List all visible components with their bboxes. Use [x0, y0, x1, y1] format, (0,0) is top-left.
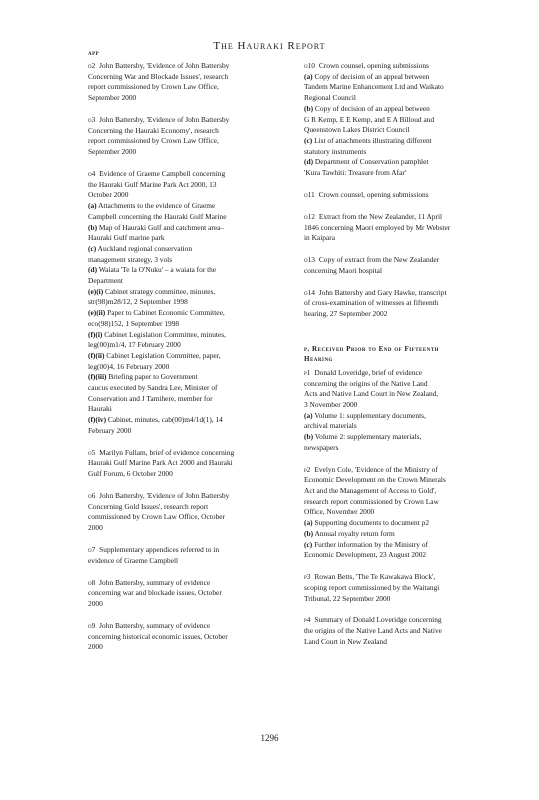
entry-text-line: 2000 [88, 523, 103, 533]
entry-text-line: Concerning Gold Issues', research report [88, 501, 209, 511]
entry-sub-item [304, 443, 502, 454]
entry-sub-item [304, 518, 502, 529]
sub-item-text: Supporting documents to document p2 [314, 518, 430, 528]
sub-item-marker: (c) [304, 135, 313, 145]
entry-code: o6 [88, 491, 96, 501]
entry-text-line: Concerning the Hauraki Economy', research [88, 125, 219, 135]
document-entry [304, 465, 502, 561]
sub-item-text: Map of Hauraki Gulf and catchment area– [98, 222, 225, 232]
sub-item-marker: (e)(i) [88, 286, 104, 296]
entry-text-line: the origins of the Native Land Acts and Native [304, 626, 442, 636]
entry-sub-item [304, 550, 502, 561]
entry-sub-item [88, 276, 279, 287]
section-p-heading [304, 344, 502, 365]
sub-item-marker: (d) [88, 265, 98, 275]
sub-item-marker: (f)(iii) [88, 372, 107, 382]
sub-item-text: management strategy, 3 vols [88, 254, 173, 264]
sub-item-marker: (b) [88, 222, 98, 232]
entry-sub-item [304, 540, 502, 551]
entry-text-line: John Battersby, summary of evidence [99, 620, 211, 630]
sub-item-marker: (d) [304, 157, 314, 167]
entry-sub-item [88, 340, 279, 351]
document-entry [88, 448, 279, 480]
document-entry [304, 255, 502, 276]
sub-item-text: caucus executed by Sandra Lee, Minister of [88, 383, 218, 393]
entry-sub-item [88, 394, 279, 405]
entry-sub-item [304, 125, 502, 136]
sub-item-text: Cabinet Legislation Committee, minutes, [104, 329, 226, 339]
entry-sub-item [88, 362, 279, 373]
document-entry [88, 169, 279, 437]
entry-text-line: Supplementary appendices referred to in [99, 545, 220, 555]
entry-code: o3 [88, 115, 96, 124]
sub-item-marker: (a) [88, 201, 97, 211]
entry-sub-item [304, 432, 502, 443]
entry-code: o14 [304, 287, 316, 297]
sub-item-marker: (e)(ii) [88, 308, 106, 318]
entry-sub-item [88, 265, 279, 276]
entry-code: o8 [88, 577, 96, 587]
document-entry [304, 368, 502, 454]
entry-text-line: Concerning War and Blockade Issues', research [88, 71, 229, 81]
entry-sub-item [304, 104, 502, 115]
document-entry [304, 61, 502, 179]
sub-item-text: Briefing paper to Government [108, 372, 198, 382]
page-number: 1296 [260, 733, 279, 743]
entry-sub-item [88, 404, 279, 415]
entry-text-line: concerning Maori hospital [304, 265, 382, 275]
sub-item-text: G R Kemp, E E Kemp, and E A Billoud and [304, 114, 435, 124]
document-entry [304, 288, 502, 320]
entry-text-line: commissioned by Crown Law Office, October [88, 512, 225, 522]
sub-item-text: Copy of decision of an appeal between [314, 71, 430, 81]
entry-text-line: Evelyn Cole, 'Evidence of the Ministry of [314, 464, 438, 474]
sub-item-text: Copy of decision of an appeal between [314, 103, 430, 113]
entry-sub-item [88, 201, 279, 212]
entry-sub-item [88, 287, 279, 298]
sub-item-text: Tandem Marine Enhancement Ltd and Waikato [304, 82, 444, 92]
entry-code: o5 [88, 447, 96, 457]
sub-item-text: Department [88, 276, 123, 286]
entry-code: o9 [88, 620, 96, 630]
entry-text-line: John Battersby, 'Evidence of John Battersby [99, 115, 230, 124]
entry-text-line: 1846 concerning Maori employed by Mr Webster [304, 222, 451, 232]
sub-item-marker: (a) [304, 518, 313, 528]
entry-text-line: Donald Loveridge, brief of evidence [314, 367, 423, 377]
entry-sub-item [88, 330, 279, 341]
sub-item-marker: (f)(ii) [88, 350, 105, 360]
entry-text-line: the Hauraki Gulf Marine Park Act 2000, 13 [88, 179, 217, 189]
entry-text-line: Evidence of Graeme Campbell concerning [99, 169, 226, 178]
entry-text-line: Summary of Donald Loveridge concerning [314, 615, 442, 625]
entry-sub-item [88, 255, 279, 266]
entry-code: o10 [304, 61, 316, 70]
entry-sub-item [88, 308, 279, 319]
right-column-entries [304, 61, 502, 320]
sub-item-marker: (c) [304, 539, 313, 549]
entry-text-line: Gulf Forum, 6 October 2000 [88, 469, 173, 479]
section-p-entries [304, 368, 502, 648]
entry-sub-item [304, 411, 502, 422]
document-entry [304, 572, 502, 604]
document-entry [304, 615, 502, 647]
sub-item-marker: (b) [304, 528, 314, 538]
sub-item-text: statutory instruments [304, 146, 367, 156]
entry-text-line: evidence of Graeme Campbell [88, 555, 179, 565]
sub-item-text: Cabinet, minutes, cab(00)m4/1d(1), 14 [107, 415, 223, 425]
entry-text-line: Crown counsel, opening submissions [318, 189, 429, 199]
sub-item-text: Further information by the Ministry of [314, 539, 428, 549]
sub-item-text: List of attachments illustrating different [314, 135, 432, 145]
sub-item-text: Attachments to the evidence of Graeme [98, 201, 216, 211]
sub-item-text: Conservation and J Tamihere, member for [88, 393, 213, 403]
entry-text-line: research report commissioned by Crown Law [304, 496, 439, 506]
entry-text-line: scoping report commissioned by the Waitangi [304, 582, 440, 592]
sub-item-text: Department of Conservation pamphlet [314, 157, 429, 167]
document-entry [88, 491, 279, 534]
entry-text-line: Extract from the New Zealander, 11 April [318, 211, 443, 221]
left-column [88, 61, 279, 664]
sub-item-marker: (c) [88, 243, 97, 253]
entry-text-line: Copy of extract from the New Zealander [318, 255, 440, 265]
entry-text-line: hearing, 27 September 2002 [304, 309, 388, 319]
entry-sub-item [304, 136, 502, 147]
entry-code: o12 [304, 211, 316, 221]
document-entry [88, 115, 279, 158]
sub-item-text: leg(00)m1/4, 17 February 2000 [88, 340, 181, 350]
entry-sub-item [304, 72, 502, 83]
sub-item-marker: (b) [304, 103, 314, 113]
sub-item-text: 'Kura Tawhiti: Treasure from Afar' [304, 168, 407, 178]
entry-sub-item [88, 351, 279, 362]
entry-sub-item [304, 421, 502, 432]
sub-item-text: newspapers [304, 442, 339, 452]
entry-sub-item [304, 157, 502, 168]
document-entry [304, 212, 502, 244]
entry-sub-item [88, 223, 279, 234]
entry-text-line: Tribunal, 22 September 2000 [304, 593, 391, 603]
entry-text-line: September 2000 [88, 93, 137, 103]
entry-text-line: John Battersby, 'Evidence of John Battersby [99, 491, 230, 501]
sub-item-text: Volume 2: supplementary materials, [314, 432, 422, 442]
sub-item-text: Cabinet strategy committee, minutes, [105, 286, 216, 296]
sub-item-text: Waiata 'Te la O'Nuku' – a waiata for the [98, 265, 217, 275]
sub-item-text: archival materials [304, 421, 357, 431]
sub-item-marker: (a) [304, 71, 313, 81]
entry-text-line: Acts and Native Land Court in New Zealand, [304, 389, 439, 399]
entry-text-line: Crown counsel, opening submissions [318, 61, 429, 70]
running-title: The Hauraki Report [213, 40, 326, 52]
document-entry [304, 190, 502, 201]
entry-sub-item [304, 82, 502, 93]
entry-text-line: concerning the origins of the Native Land [304, 378, 428, 388]
entry-sub-item [304, 529, 502, 540]
entry-sub-item [88, 426, 279, 437]
section-code: app [88, 50, 100, 57]
entry-sub-item [88, 415, 279, 426]
entry-text-line: Marilyn Fullam, brief of evidence concerning [99, 447, 235, 457]
entry-text-line: concerning historical economic issues, October [88, 631, 228, 641]
entry-sub-item [304, 147, 502, 158]
entry-code: p2 [304, 464, 311, 474]
document-entry [88, 61, 279, 104]
sub-item-text: eco(98)152, 1 September 1998 [88, 318, 180, 328]
entry-sub-item [88, 244, 279, 255]
entry-text-line: 2000 [88, 599, 103, 609]
entry-text-line: Act and the Management of Access to Gold', [304, 486, 437, 496]
entry-code: p1 [304, 367, 311, 377]
sub-item-text: Annual royalty return form [314, 528, 395, 538]
sub-item-text: Campbell concerning the Hauraki Gulf Marine [88, 211, 227, 221]
sub-item-text: February 2000 [88, 425, 132, 435]
sub-item-marker: (f)(i) [88, 329, 103, 339]
sub-item-text: Queenstown Lakes District Council [304, 125, 410, 135]
entry-text-line: John Battersby, 'Evidence of John Battersby [99, 61, 230, 70]
sub-item-text: Auckland regional conservation [97, 243, 193, 253]
entry-sub-item [88, 383, 279, 394]
entry-code: o2 [88, 61, 96, 70]
document-entry [88, 621, 279, 653]
entry-text-line: John Battersby and Gary Hawke, transcript [318, 287, 447, 297]
entry-code: o11 [304, 189, 315, 199]
entry-sub-item [88, 319, 279, 330]
sub-item-text: str(98)m28/12, 2 September 1998 [88, 297, 188, 307]
entry-text-line: Rowan Betts, 'The Te Kawakawa Block', [314, 572, 436, 582]
section-p-heading-line: Hearing [304, 355, 333, 364]
sub-item-marker: (a) [304, 410, 313, 420]
entry-text-line: Land Court in New Zealand [304, 636, 387, 646]
entry-sub-item [88, 297, 279, 308]
sub-item-text: Hauraki Gulf marine park [88, 233, 165, 243]
document-entry [88, 545, 279, 566]
entry-text-line: of cross-examination of witnesses at fifteenth [304, 298, 439, 308]
entry-text-line: in Kaipara [304, 233, 335, 243]
sub-item-text: Cabinet Legislation Committee, paper, [106, 350, 221, 360]
sub-item-marker: (b) [304, 432, 314, 442]
right-column [304, 61, 502, 659]
sub-item-text: Volume 1: supplementary documents, [314, 410, 426, 420]
entry-sub-item [88, 372, 279, 383]
entry-sub-item [304, 115, 502, 126]
entry-text-line: report commissioned by Crown Law Office, [88, 82, 219, 92]
entry-sub-item [88, 233, 279, 244]
entry-code: p4 [304, 615, 311, 625]
section-p-heading-line: p. Received Prior to End of Fifteenth [304, 344, 440, 353]
sub-item-text: leg(00)4, 16 February 2000 [88, 361, 170, 371]
entry-text-line: report commissioned by Crown Law Office, [88, 136, 219, 146]
entry-sub-item [304, 93, 502, 104]
entry-sub-item [88, 212, 279, 223]
sub-item-text: Hauraki [88, 404, 112, 414]
sub-item-text: Regional Council [304, 93, 356, 103]
entry-sub-item [304, 168, 502, 179]
document-entry [88, 578, 279, 610]
entry-code: o7 [88, 545, 96, 555]
sub-item-text: Paper to Cabinet Economic Committee, [107, 308, 225, 318]
entry-text-line: 3 November 2000 [304, 399, 358, 409]
entry-code: o4 [88, 169, 96, 178]
entry-text-line: concerning war and blockade issues, October [88, 588, 222, 598]
entry-code: p3 [304, 572, 311, 582]
entry-text-line: John Battersby, summary of evidence [99, 577, 211, 587]
entry-text-line: Economic Development on the Crown Minerals [304, 475, 446, 485]
entry-text-line: Office, November 2000 [304, 507, 375, 517]
entry-text-line: October 2000 [88, 190, 129, 200]
entry-code: o13 [304, 255, 316, 265]
entry-text-line: Hauraki Gulf Marine Park Act 2000 and Hauraki [88, 458, 233, 468]
entry-text-line: September 2000 [88, 147, 137, 157]
sub-item-marker: (f)(iv) [88, 415, 107, 425]
sub-item-text: Economic Development, 23 August 2002 [304, 550, 427, 560]
entry-text-line: 2000 [88, 642, 103, 652]
